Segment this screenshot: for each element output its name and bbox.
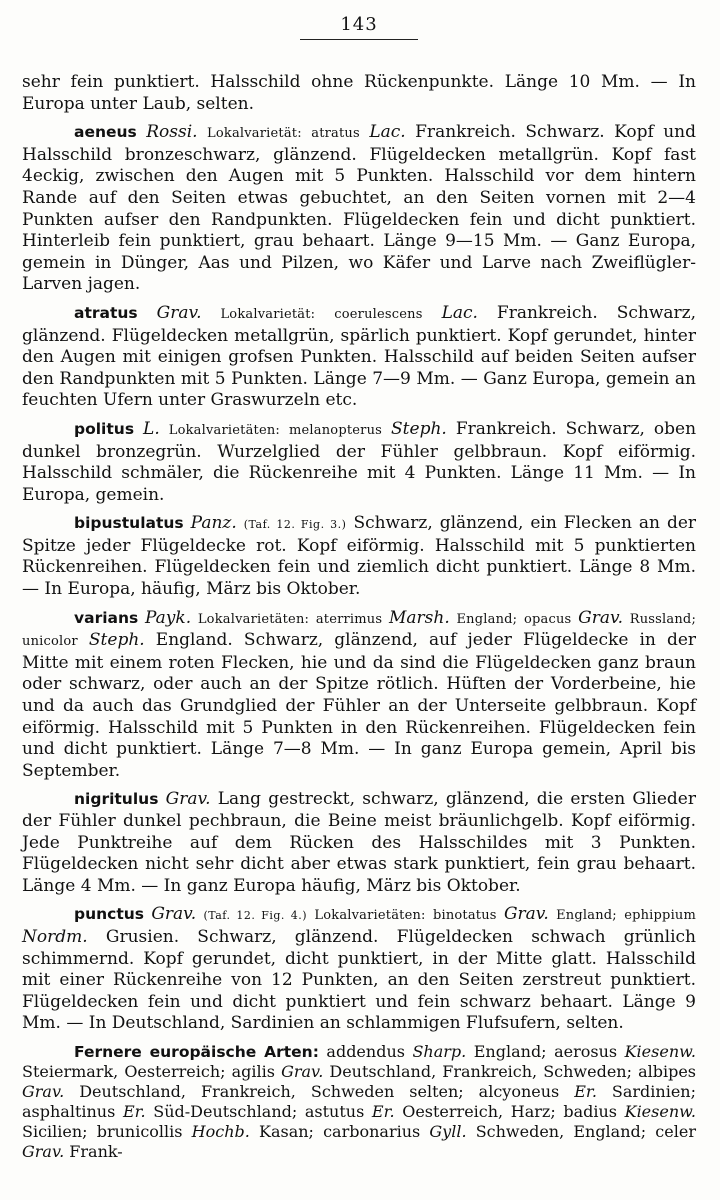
variety-name: opacus <box>524 611 572 627</box>
species-author: Payk. <box>144 607 192 628</box>
species-author: Er. <box>574 1081 597 1101</box>
species-author: Grav. <box>156 302 202 323</box>
species-name: varians <box>74 608 139 627</box>
variety-name: ephippium <box>624 908 697 924</box>
species-author: Rossi. <box>146 122 198 143</box>
species-text: Schweden, England; celer <box>475 1121 696 1141</box>
variety-place: England; <box>456 611 518 627</box>
page-content <box>22 72 696 1162</box>
section-heading: Fernere europäische Arten: <box>74 1042 319 1061</box>
variety-author: Steph. <box>391 418 447 439</box>
species-author: Grav. <box>165 789 211 810</box>
species-text: Deutschland, Frankreich, Schweden selten; alcyoneus <box>79 1081 560 1101</box>
entry-aeneus <box>22 122 696 296</box>
species-text: Kasan; carbonarius <box>258 1121 421 1141</box>
plate-reference: (Taf. 12. Fig. 3.) <box>243 518 347 532</box>
entry-bipustulatus <box>22 513 696 600</box>
entry-text: Frankreich. Schwarz. Kopf und Halsschild bronzeschwarz, glänzend. Flügeldecken metallgrün. Kopf fast 4eckig, zwischen den Augen mit 5 Punkten. Halsschild vor dem hintern Rande auf den Seiten etwas gebuchtet, an den Seiten vornen mit 2—4 Punkten aufser den Randpunkten. Flügeldecken fein und dicht punktiert. Hinterleib fein punktiert, grau behaart. Länge 9—15 Mm. — Ganz Europa, gemein in Dünger, Aas und Pilzen, wo Käfer und Larve nach Zweiflügler-Larven jagen. <box>22 122 697 295</box>
variety-label: Lokalvarietäten: <box>197 611 310 627</box>
entry-text: Frankreich. Schwarz, oben dunkel bronzegrün. Wurzelglied der Fühler gelbbraun. Kopf eiförmig. Halsschild schmäler, die Rückenreihe mit 4 Punkten. Länge 11 Mm. — In Europa, gemein. <box>22 418 697 505</box>
variety-author: Steph. <box>88 630 145 651</box>
variety-author: Marsh. <box>389 607 450 628</box>
species-text: Süd-Deutschland; astutus <box>153 1101 365 1121</box>
variety-author: Lac. <box>369 122 406 143</box>
page-header <box>22 14 696 40</box>
species-author: Sharp. <box>412 1041 467 1061</box>
species-author: Grav. <box>22 1141 65 1161</box>
species-name: addendus <box>326 1041 405 1061</box>
variety-place: England; <box>556 908 617 924</box>
species-name: atratus <box>74 303 138 322</box>
entry-nigritulus <box>22 789 696 897</box>
variety-label: Lokalvarietäten: <box>314 908 426 924</box>
species-author: Kiesenw. <box>624 1041 696 1061</box>
variety-name: atratus <box>311 126 360 142</box>
variety-author: Lac. <box>441 302 478 323</box>
intro-text: sehr fein punktiert. Halsschild ohne Rückenpunkte. Länge 10 Mm. — In Europa unter Laub, selten. <box>22 72 696 114</box>
entry-atratus <box>22 303 696 412</box>
plate-reference: (Taf. 12. Fig. 4.) <box>203 909 308 923</box>
species-author: Er. <box>371 1101 395 1121</box>
species-name: politus <box>74 419 135 438</box>
entry-politus <box>22 419 696 506</box>
variety-place: Russland; <box>629 611 697 627</box>
species-name: nigritulus <box>74 790 159 809</box>
entry-punctus <box>22 904 696 1035</box>
variety-name: melanopterus <box>289 422 383 438</box>
species-author: Gyll. <box>429 1121 467 1141</box>
variety-author: Grav. <box>503 904 549 925</box>
species-author: Grav. <box>22 1081 65 1101</box>
species-author: L. <box>143 418 160 439</box>
variety-label: Lokalvarietäten: <box>168 422 280 438</box>
variety-author: Grav. <box>578 607 624 628</box>
species-text: Frank- <box>69 1141 123 1161</box>
species-author: Kiesenw. <box>624 1101 697 1121</box>
variety-name: coerulescens <box>334 306 423 322</box>
page-number: 143 <box>300 14 417 40</box>
entry-varians <box>22 608 696 783</box>
variety-author: Nordm. <box>22 926 88 947</box>
species-text: England; aerosus <box>473 1041 618 1061</box>
entry-text: Frankreich. Schwarz, glänzend. Flügeldecken metallgrün, spärlich punktiert. Kopf gerundet, hinter den Augen mit einigen grofsen Punkten. Halsschild auf beiden Seiten aufser den Randpunkten mit 5 Punkten. Länge 7—9 Mm. — Ganz Europa, gemein an feuchten Ufern unter Graswurzeln etc. <box>22 302 696 411</box>
species-author: Er. <box>122 1101 146 1121</box>
species-name: punctus <box>74 905 145 924</box>
entry-text: England. Schwarz, glänzend, auf jeder Flügeldecke in der Mitte mit einem roten Flecken, hie und da sind die Flügeldecken ganz braun oder schwarz, oder auch an der Spitze rötlich. Hüften der Vorderbeine, hie und da auch das Grundglied der Fühler an der Unterseite gelbbraun. Kopf eiförmig. Halsschild mit 5 Punkten in den Rückenreihen. Flügeldecken fein und dicht punktiert. Länge 7—8 Mm. — In ganz Europa gemein, April bis September. <box>22 630 697 781</box>
species-text: Sicilien; brunicollis <box>22 1121 183 1141</box>
entry-text: Lang gestreckt, schwarz, glänzend, die ersten Glieder der Fühler dunkel pechbraun, die Beine meist bräunlichgelb. Kopf eiförmig. Jede Punktreihe auf dem Rücken des Halsschildes mit 3 Punkten. Flügeldecken nicht sehr dicht aber etwas stark punktiert, fein grau behaart. Länge 4 Mm. — In ganz Europa häufig, März bis Oktober. <box>22 789 696 896</box>
variety-label: Lokalvarietät: <box>207 126 302 142</box>
species-author: Grav. <box>151 904 197 925</box>
species-name: bipustulatus <box>74 514 184 533</box>
species-text: Sardinien; asphaltinus <box>22 1081 696 1121</box>
species-author: Panz. <box>190 513 237 534</box>
species-text: Oesterreich, Harz; badius <box>402 1101 617 1121</box>
species-name: aeneus <box>74 123 137 142</box>
species-author: Hochb. <box>191 1121 250 1141</box>
entry-text: Schwarz, glänzend, ein Flecken an der Spitze jeder Flügeldecke rot. Kopf eiförmig. Halsschild mit 5 punktierten Rückenreihen. Flügeldecken fein und ziemlich dicht punktiert. Länge 8 Mm. — In Europa, häufig, März bis Oktober. <box>22 513 697 600</box>
species-author: Grav. <box>281 1061 324 1081</box>
entry-further-species <box>22 1042 696 1162</box>
intro-paragraph <box>22 72 696 115</box>
species-text: Deutschland, Frankreich, Schweden; albipes <box>329 1061 697 1081</box>
variety-label: Lokalvarietät: <box>220 306 316 322</box>
variety-name: unicolor <box>22 634 78 650</box>
variety-name: aterrimus <box>315 611 383 627</box>
species-text: Steiermark, Oesterreich; agilis <box>22 1061 275 1081</box>
variety-name: binotatus <box>432 908 497 924</box>
entry-text: Grusien. Schwarz, glänzend. Flügeldecken schwach grünlich schimmernd. Kopf gerundet, dicht punktiert, in der Mitte glatt. Halsschild mit einer Rückenreihe von 12 Punkten, an den Seiten zerstreut punktiert. Flügeldecken fein und dicht punktiert und fein schwarz behaart. Länge 9 Mm. — In Deutschland, Sardinien an schlammigen Flufsufern, selten. <box>22 926 697 1034</box>
